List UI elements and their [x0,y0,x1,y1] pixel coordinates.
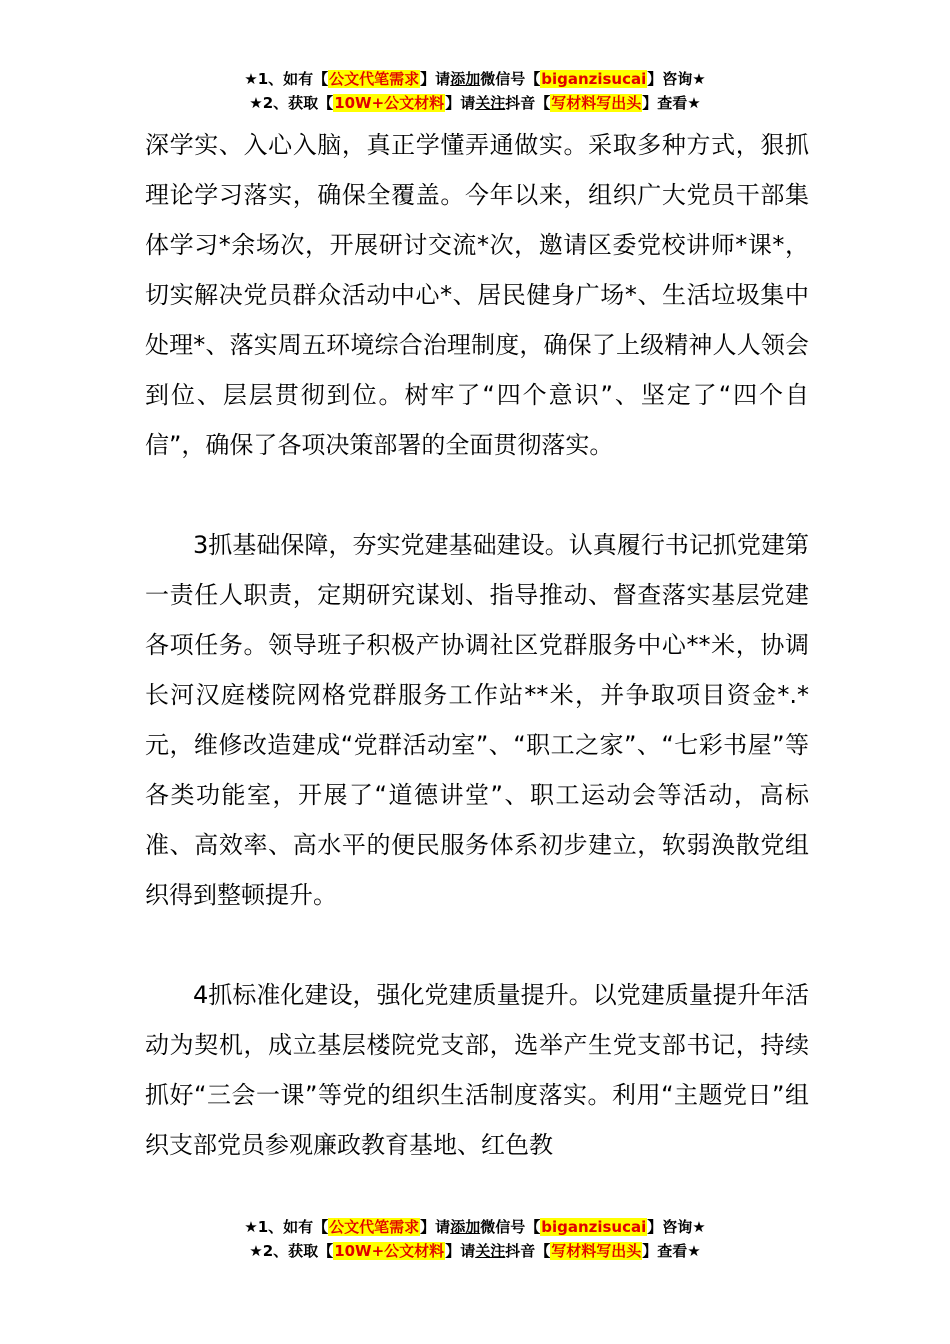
banner-line-2-middle-2: 抖音【 [505,94,551,112]
footer-line-1-underline: 添加 [450,1218,481,1236]
footer-line-1-highlight-service: 公文代笔需求 [329,1218,420,1236]
banner-line-1-middle: 】请 [420,70,451,88]
footer-line-1-suffix: 】咨询★ [647,1218,706,1236]
banner-line-2-prefix: ★2、获取【 [249,94,334,112]
banner-line-2-middle: 】请 [445,94,476,112]
banner-line-1 [0,68,950,92]
header-banner [0,68,950,116]
footer-line-2-highlight-douyin: 写材料写出头 [551,1242,642,1260]
banner-line-1-highlight-wechat: biganzisucai [541,70,647,88]
footer-line-1-prefix: ★1、如有【 [244,1218,329,1236]
banner-line-2-underline: 关注 [475,94,506,112]
document-body [145,120,809,1170]
paragraph-gap [145,470,809,520]
banner-line-2-highlight-materials: 10W+公文材料 [334,94,445,112]
banner-line-1-highlight-service: 公文代笔需求 [329,70,420,88]
banner-line-1-middle-2: 微信号【 [480,70,541,88]
footer-banner [0,1216,950,1264]
footer-line-2-suffix: 】查看★ [642,1242,701,1260]
footer-line-1-middle-2: 微信号【 [480,1218,541,1236]
footer-line-1-middle: 】请 [420,1218,451,1236]
footer-line-2-prefix: ★2、获取【 [249,1242,334,1260]
paragraph-gap [145,920,809,970]
banner-line-2 [0,92,950,116]
banner-line-1-prefix: ★1、如有【 [244,70,329,88]
paragraph-theory-study: 深学实、入心入脑，真正学懂弄通做实。采取多种方式，狠抓理论学习落实，确保全覆盖。今年以来，组织广大党员干部集体学习*余场次，开展研讨交流*次，邀请区委党校讲师*课*，切实解决党员群众活动中心*、居民健身广场*、生活垃圾集中处理*、落实周五环境综合治理制度，确保了上级精神人人领会到位、层层贯彻到位。树牢了“四个意识”、坚定了“四个自信”，确保了各项决策部署的全面贯彻落实。 [145,131,809,459]
footer-banner-line-2 [0,1240,950,1264]
footer-line-2-highlight-materials: 10W+公文材料 [334,1242,445,1260]
banner-line-1-underline: 添加 [450,70,481,88]
banner-line-2-highlight-douyin: 写材料写出头 [551,94,642,112]
footer-banner-line-1 [0,1216,950,1240]
footer-line-2-underline: 关注 [475,1242,506,1260]
footer-line-1-highlight-wechat: biganzisucai [541,1218,647,1236]
footer-line-2-middle-2: 抖音【 [505,1242,551,1260]
banner-line-1-suffix: 】咨询★ [647,70,706,88]
banner-line-2-suffix: 】查看★ [642,94,701,112]
footer-line-2-middle: 】请 [445,1242,476,1260]
paragraph-foundation-support: 3抓基础保障，夯实党建基础建设。认真履行书记抓党建第一责任人职责，定期研究谋划、指导推动、督查落实基层党建各项任务。领导班子积极产协调社区党群服务中心**米，协调长河汉庭楼院网格党群服务工作站**米，并争取项目资金*.*元，维修改造建成“党群活动室”、“职工之家”、“七彩书屋”等各类功能室，开展了“道德讲堂”、职工运动会等活动，高标准、高效率、高水平的便民服务体系初步建立，软弱涣散党组织得到整顿提升。 [145,531,809,909]
paragraph-standardization: 4抓标准化建设，强化党建质量提升。以党建质量提升年活动为契机，成立基层楼院党支部，选举产生党支部书记，持续抓好“三会一课”等党的组织生活制度落实。利用“主题党日”组织支部党员参观廉政教育基地、红色教 [145,981,809,1159]
